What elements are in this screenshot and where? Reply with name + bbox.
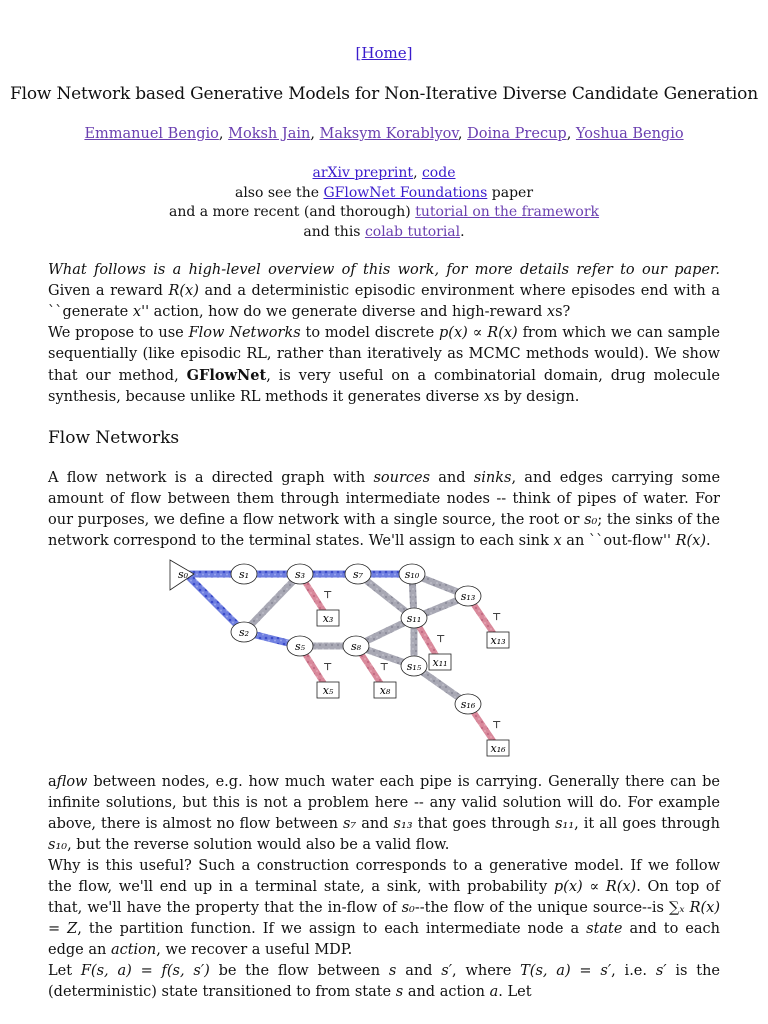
terminal-label-x16: x₁₆ — [490, 742, 506, 755]
after-text-e: , it all goes through — [574, 816, 721, 832]
intro-text-1a: Given a reward — [48, 283, 169, 299]
page-title: Flow Network based Generative Models for Non-Iterative Diverse Candidate Generation — [10, 84, 758, 104]
intro-text-2a: We propose to use — [48, 325, 189, 341]
tutorial-line — [0, 203, 768, 223]
intro-text-1c: '' action, how do we generate diverse and high-reward — [141, 304, 547, 320]
math-flow-def: F(s, a) = f(s, s′) — [80, 963, 210, 979]
terminate-symbol: ⊤ — [323, 590, 333, 601]
after-text-m: Let — [48, 963, 81, 979]
math-reward: R(x) — [675, 533, 706, 549]
math-partition-sum: ∑ₓ R(x) = Z — [48, 900, 720, 937]
state-label-s8: s₈ — [350, 640, 362, 653]
after-text-u: . Let — [498, 984, 532, 1000]
flow-text-d: ; the sinks of the network correspond to the terminal states. We'll assign to each sink — [48, 512, 721, 549]
after-text-i: --the flow of the unique source--is — [414, 900, 669, 916]
math-s10: s₁₀ — [48, 837, 68, 853]
after-text-b: between nodes, e.g. how much water each pipe is carrying. Generally there can be infinite solutions, but this is not a problem here -- any valid solution will do. For example above, there is almost no flow between — [48, 774, 720, 832]
intro-text-1d: s? — [555, 304, 571, 320]
math-x: x — [132, 304, 142, 320]
arxiv-link[interactable]: arXiv preprint — [312, 165, 414, 181]
flow-text-c: , and edges carrying some amount of flow between them through intermediate nodes -- think of pipes of water. For our purposes, we define a flow network with a single source, the root or — [48, 470, 721, 528]
section-heading-flow-networks: Flow Networks — [48, 428, 180, 448]
math-s0: s₀ — [401, 900, 415, 916]
code-link[interactable]: code — [421, 165, 456, 181]
after-text-q: , i.e. — [611, 963, 656, 979]
flow-text-e: an ``out-flow'' — [561, 533, 676, 549]
author-link-maksym-korablyov[interactable]: Maksym Korablyov — [319, 126, 458, 142]
after-text-c: and — [356, 816, 394, 832]
state-label-s10: s₁₀ — [404, 568, 420, 581]
state-label-s0: s₀ — [178, 568, 189, 581]
flow-network-diagram — [168, 558, 528, 764]
state-label-s5: s₅ — [294, 640, 306, 653]
terminate-symbol: ⊤ — [436, 634, 446, 645]
terminate-symbol: ⊤ — [492, 612, 502, 623]
math-s13: s₁₃ — [393, 816, 413, 832]
after-diagram-paragraph — [48, 772, 720, 1003]
colab-line — [0, 223, 768, 243]
math-s-prime: s′ — [655, 963, 667, 979]
sinks-term: sinks — [473, 470, 512, 486]
after-text-l: , we recover a useful MDP. — [156, 942, 353, 958]
intro-italic: What follows is a high-level overview of this work, for more details refer to our paper. — [48, 262, 720, 278]
state-label-s2: s₂ — [238, 626, 250, 639]
after-text-j: , the partition function. If we assign to each intermediate node a — [77, 921, 587, 937]
author-link-doina-precup[interactable]: Doina Precup — [467, 126, 567, 142]
math-s0: s₀ — [584, 512, 598, 528]
math-x: x — [483, 389, 493, 405]
diagram-edges — [184, 571, 502, 750]
intro-text-2c: from which we can sample sequentially (like episodic RL, rather than iteratively as MCMC methods would). We show that our method, — [48, 325, 721, 384]
state-label-s3: s₃ — [294, 568, 306, 581]
state-label-s15: s₁₅ — [406, 660, 422, 673]
author-link-emmanuel-bengio[interactable]: Emmanuel Bengio — [84, 126, 219, 142]
primary-links-line: arXiv preprint, code — [312, 165, 456, 181]
tutorial-prefix: and a more recent (and thorough) — [168, 204, 416, 220]
terminate-symbol: ⊤ — [492, 720, 502, 731]
math-s: s — [388, 963, 397, 979]
state-label-s11: s₁₁ — [406, 612, 422, 625]
math-s7: s₇ — [342, 816, 357, 832]
foundations-suffix: paper — [487, 184, 534, 201]
home-link[interactable]: [Home] — [355, 44, 413, 62]
flow-text-f: . — [706, 533, 711, 549]
flow-term: flow — [56, 774, 88, 790]
after-text-g: Why is this useful? Such a construction corresponds to a generative model. If we follow the flow, we'll end up in a terminal state, a sink, with probability — [48, 858, 720, 895]
math-reward: R(x) — [168, 283, 199, 299]
math-x: x — [546, 304, 556, 320]
after-text-k: and to each edge an — [48, 921, 720, 958]
math-s11: s₁₁ — [555, 816, 575, 832]
state-label-s1: s₁ — [238, 568, 250, 581]
after-text-t: and action — [403, 984, 490, 1000]
intro-paragraph — [48, 260, 720, 408]
foundations-prefix: also see the — [234, 184, 324, 201]
intro-text-2d: , is very useful on a combinatorial domain, drug molecule synthesis, because unlike RL methods it generates diverse — [48, 368, 720, 405]
state-label-s7: s₇ — [352, 568, 364, 581]
terminate-symbol: ⊤ — [379, 662, 389, 673]
math-proportional: p(x) ∝ R(x) — [553, 879, 637, 895]
intro-text-2b: to model discrete — [300, 325, 440, 341]
foundations-line — [0, 184, 768, 204]
colab-prefix: and this — [303, 223, 365, 240]
after-text-a: a — [48, 774, 57, 790]
author-link-yoshua-bengio[interactable]: Yoshua Bengio — [575, 126, 684, 142]
terminal-label-x8: x₈ — [379, 684, 391, 697]
terminal-label-x5: x₅ — [322, 684, 334, 697]
intro-text-1b: and a deterministic episodic environment where episodes end with a ``generate — [48, 283, 720, 320]
after-text-p: , where — [452, 963, 521, 979]
math-s: s — [395, 984, 404, 1000]
terminal-label-x11: x₁₁ — [432, 656, 448, 669]
flow-networks-term: Flow Networks — [188, 325, 301, 341]
math-a: a — [489, 984, 499, 1000]
after-text-h: . On top of that, we'll have the property that the in-flow of — [48, 879, 720, 916]
action-term: action — [110, 942, 157, 958]
math-proportional: p(x) ∝ R(x) — [439, 325, 518, 341]
after-text-n: be the flow between — [209, 963, 389, 979]
tutorial-link[interactable]: tutorial on the framework — [415, 204, 600, 220]
diagram-nodes — [170, 560, 509, 756]
resource-links — [0, 164, 768, 242]
foundations-link[interactable]: GFlowNet Foundations — [323, 184, 488, 201]
state-term: state — [586, 921, 623, 937]
terminal-label-x3: x₃ — [322, 612, 334, 625]
after-text-r: is the (deterministic) state transitioned to from state — [48, 963, 721, 1000]
gflownet-term: GFlowNet — [186, 367, 267, 384]
flow-text-b: and — [430, 470, 474, 486]
after-text-o: and — [396, 963, 442, 979]
flow-text-a: A flow network is a directed graph with — [48, 470, 374, 486]
sources-term: sources — [373, 470, 431, 486]
math-transition: T(s, a) = s′ — [520, 963, 612, 979]
after-text-d: that goes through — [412, 816, 556, 832]
math-x: x — [553, 533, 562, 549]
math-s-prime: s′ — [441, 963, 453, 979]
terminate-symbol: ⊤ — [323, 662, 333, 673]
flow-network-paragraph — [48, 468, 720, 552]
author-list: Emmanuel Bengio, Moksh Jain, Maksym Korablyov, Doina Precup, Yoshua Bengio — [84, 126, 684, 142]
terminal-label-x13: x₁₃ — [490, 634, 506, 647]
after-text-f: , but the reverse solution would also be a valid flow. — [67, 837, 450, 853]
state-label-s13: s₁₃ — [460, 590, 476, 603]
colab-suffix: . — [460, 223, 465, 240]
author-link-moksh-jain[interactable]: Moksh Jain — [228, 126, 311, 142]
home-link-wrap — [0, 44, 768, 62]
state-label-s16: s₁₆ — [460, 698, 476, 711]
intro-text-2e: s by design. — [492, 389, 580, 405]
colab-link[interactable]: colab tutorial — [364, 223, 461, 240]
